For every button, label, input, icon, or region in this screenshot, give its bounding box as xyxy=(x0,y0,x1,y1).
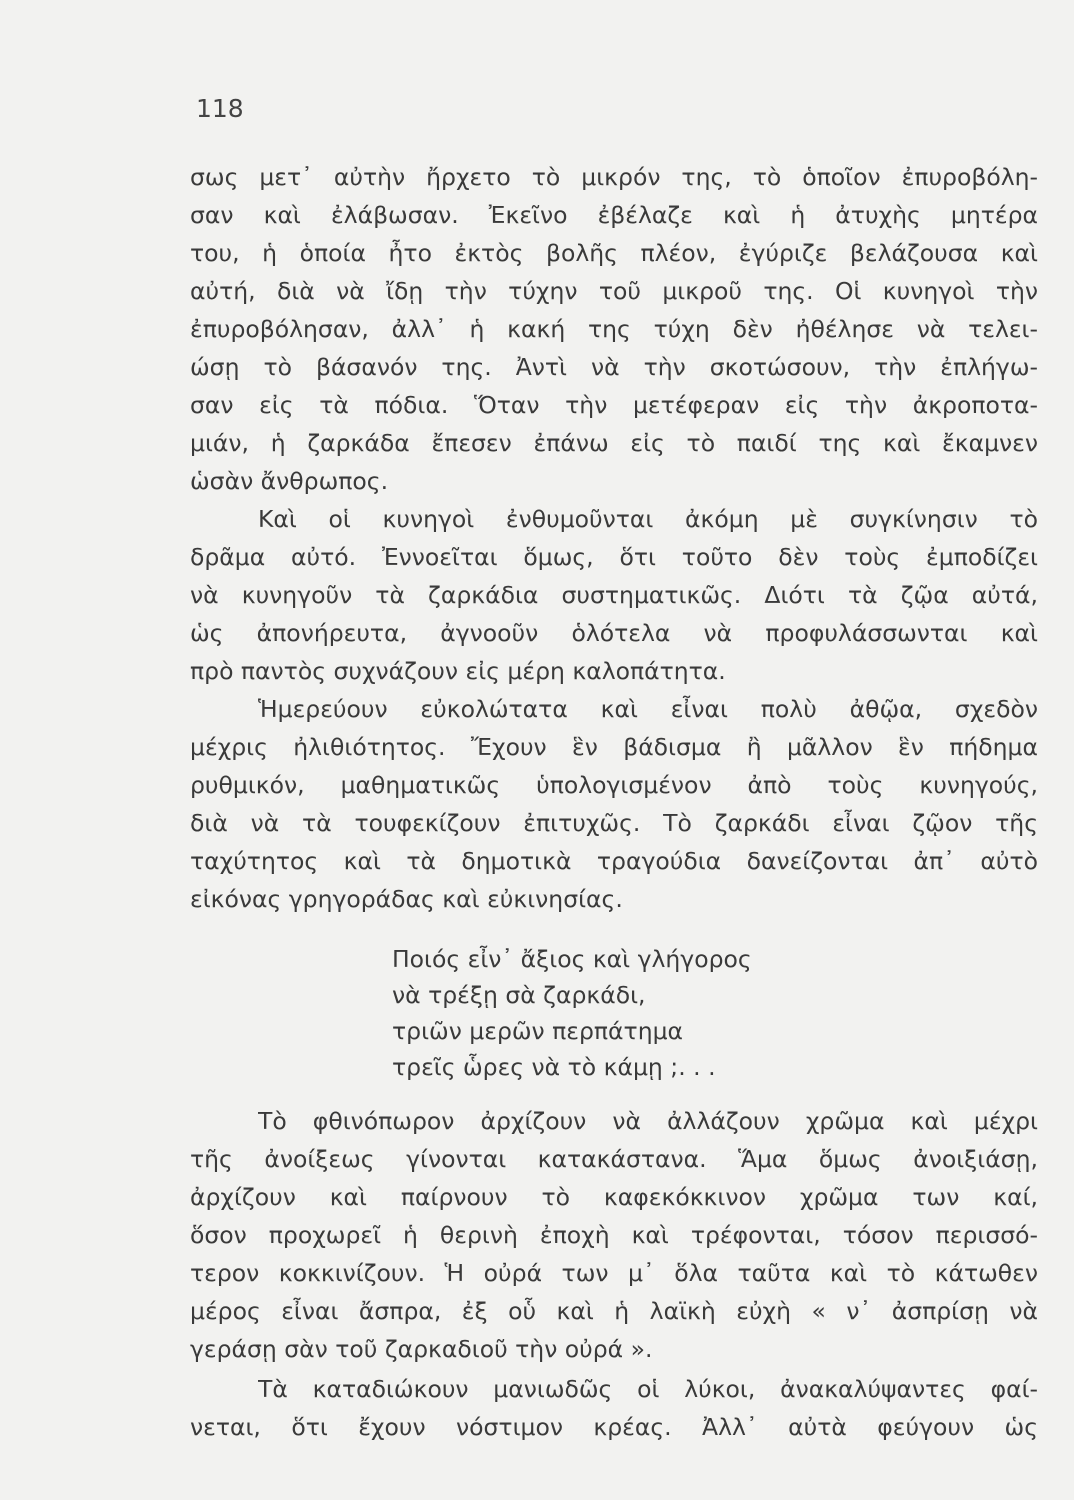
text-line: Καὶ οἱ κυνηγοὶ ἐνθυμοῦνται ἀκόμη μὲ συγκίνησιν τὸ xyxy=(258,505,1038,533)
text-line: σως μετ᾽ αὐτὴν ἤρχετο τὸ μικρόν της, τὸ ὁποῖον ἐπυροβόλη- xyxy=(190,163,1038,191)
text-line: σαν καὶ ἐλάβωσαν. Ἐκεῖνο ἐβέλαζε καὶ ἡ ἀτυχὴς μητέρα xyxy=(190,201,1038,229)
text-line: ἀρχίζουν καὶ παίρνουν τὸ καφεκόκκινον χρῶμα των καί, xyxy=(190,1183,1038,1211)
text-line: ὡσὰν ἄνθρωπος. xyxy=(190,467,389,495)
text-line: ὅσον προχωρεῖ ἡ θερινὴ ἐποχὴ καὶ τρέφονται, τόσον περισσό- xyxy=(190,1221,1038,1249)
text-line: μέρος εἶναι ἄσπρα, ἐξ οὗ καὶ ἡ λαϊκὴ εὐχὴ « ν᾽ ἀσπρίσῃ νὰ xyxy=(190,1297,1038,1325)
text-line: σαν εἰς τὰ πόδια. Ὅταν τὴν μετέφεραν εἰς τὴν ἀκροποτα- xyxy=(190,391,1038,419)
text-line: δρᾶμα αὐτό. Ἐννοεῖται ὅμως, ὅτι τοῦτο δὲν τοὺς ἐμποδίζει xyxy=(190,543,1038,571)
text-line: νὰ κυνηγοῦν τὰ ζαρκάδια συστηματικῶς. Διότι τὰ ζῷα αὐτά, xyxy=(190,581,1038,609)
text-line: ώσῃ τὸ βάσανόν της. Ἀντὶ νὰ τὴν σκοτώσουν, τὴν ἐπλήγω- xyxy=(190,353,1038,381)
text-line: ὡς ἀπονήρευτα, ἀγνοοῦν ὁλότελα νὰ προφυλάσσωνται καὶ xyxy=(190,619,1038,647)
text-line: Τὸ φθινόπωρον ἀρχίζουν νὰ ἀλλάζουν χρῶμα καὶ μέχρι xyxy=(258,1107,1038,1135)
text-line: πρὸ παντὸς συχνάζουν εἰς μέρη καλοπάτητα. xyxy=(190,657,726,685)
text-line: τῆς ἀνοίξεως γίνονται κατακάστανα. Ἅμα ὅμως ἀνοιξιάσῃ, xyxy=(190,1145,1038,1173)
text-line: Ἡμερεύουν εὐκολώτατα καὶ εἶναι πολὺ ἀθῷα, σχεδὸν xyxy=(258,695,1038,723)
text-line: Τὰ καταδιώκουν μανιωδῶς οἱ λύκοι, ἀνακαλύψαντες φαί- xyxy=(258,1375,1038,1403)
text-line: μέχρις ἠλιθιότητος. Ἔχουν ἓν βάδισμα ἢ μᾶλλον ἓν πήδημα xyxy=(190,733,1038,761)
page-number: 118 xyxy=(196,94,244,123)
text-line: του, ἡ ὁποία ἦτο ἐκτὸς βολῆς πλέον, ἐγύριζε βελάζουσα καὶ xyxy=(190,239,1038,267)
text-line: τερον κοκκινίζουν. Ἡ οὐρά των μ᾽ ὅλα ταῦτα καὶ τὸ κάτωθεν xyxy=(190,1259,1038,1287)
text-line: αὐτή, διὰ νὰ ἴδῃ τὴν τύχην τοῦ μικροῦ της. Οἱ κυνηγοὶ τὴν xyxy=(190,277,1038,305)
verse-line: Ποιός εἶν᾽ ἄξιος καὶ γλήγορος xyxy=(392,945,752,973)
text-line: διὰ νὰ τὰ τουφεκίζουν ἐπιτυχῶς. Τὸ ζαρκάδι εἶναι ζῷον τῆς xyxy=(190,809,1038,837)
text-line: ταχύτητος καὶ τὰ δημοτικὰ τραγούδια δανείζονται ἀπ᾽ αὐτὸ xyxy=(190,847,1038,875)
text-line: μιάν, ἡ ζαρκάδα ἔπεσεν ἐπάνω εἰς τὸ παιδί της καὶ ἔκαμνεν xyxy=(190,429,1038,457)
text-line: ρυθμικόν, μαθηματικῶς ὑπολογισμένον ἀπὸ τοὺς κυνηγούς, xyxy=(190,771,1038,799)
verse-line: νὰ τρέξῃ σὰ ζαρκάδι, xyxy=(392,981,646,1009)
verse-line: τρεῖς ὧρες νὰ τὸ κάμῃ ;. . . xyxy=(392,1053,716,1081)
text-line: γεράσῃ σὰν τοῦ ζαρκαδιοῦ τὴν οὐρά ». xyxy=(190,1335,653,1363)
text-line: νεται, ὅτι ἔχουν νόστιμον κρέας. Ἀλλ᾽ αὐτὰ φεύγουν ὡς xyxy=(190,1413,1038,1441)
text-line: ἐπυροβόλησαν, ἀλλ᾽ ἡ κακή της τύχη δὲν ἠθέλησε νὰ τελει- xyxy=(190,315,1038,343)
text-line: εἰκόνας γρηγοράδας καὶ εὐκινησίας. xyxy=(190,885,623,913)
verse-line: τριῶν μερῶν περπάτημα xyxy=(392,1017,684,1045)
